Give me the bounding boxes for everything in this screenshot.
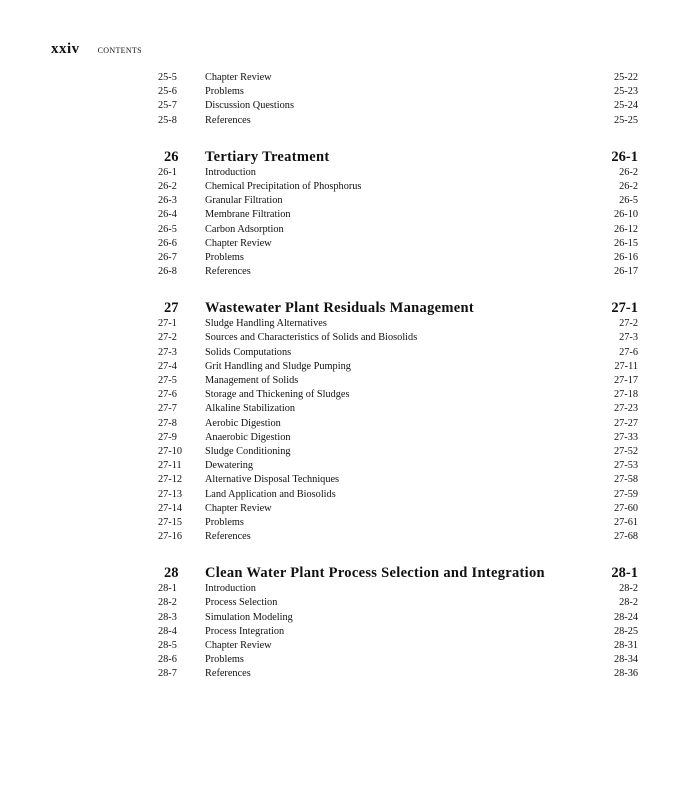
toc-section-row-page: 26-16 (613, 251, 638, 263)
toc-section-row-num: 27-6 (158, 389, 177, 401)
toc-section-row-page: 28-24 (613, 611, 638, 623)
toc-chapter-heading-page: 27-1 (611, 300, 638, 317)
toc-section-row-page: 27-27 (613, 417, 638, 429)
toc-section-row-title: Grit Handling and Sludge Pumping (205, 360, 351, 372)
toc-section-row-title: Membrane Filtration (205, 209, 291, 221)
toc-section-row-num: 27-15 (158, 516, 183, 528)
toc-section-row (0, 331, 689, 345)
toc-section-row-page: 28-31 (613, 640, 638, 651)
toc-section-row-title: Alkaline Stabilization (205, 403, 296, 415)
toc-section-row-title: Land Application and Biosolids (205, 488, 336, 500)
toc-section-row-page: 27-68 (613, 531, 638, 543)
toc-section-row (0, 625, 689, 639)
toc-section-row-num: 27-12 (158, 474, 183, 486)
toc-section-row-page: 27-60 (613, 502, 638, 514)
toc-section-row-title: Problems (205, 86, 244, 98)
toc-section-row (0, 402, 689, 416)
toc-section-row-page: 25-25 (613, 114, 638, 126)
toc-section-row (0, 653, 689, 667)
toc-section-row-num: 26-8 (158, 266, 177, 278)
toc-section-row-num: 28-3 (158, 611, 177, 623)
toc-section-row-num: 27-3 (158, 346, 177, 358)
toc-section-row (0, 488, 689, 502)
toc-section-row (0, 502, 689, 516)
toc-section-row (0, 459, 689, 473)
toc-chapter-heading-title: Clean Water Plant Process Selection and Integration (205, 565, 545, 582)
toc-section-row-num: 25-7 (158, 100, 177, 112)
toc-section-row (0, 223, 689, 237)
toc-section-row (0, 639, 689, 653)
toc-section-row-num: 27-5 (158, 375, 177, 386)
toc-section-row-num: 26-2 (158, 180, 177, 192)
toc-section-row-title: Granular Filtration (205, 195, 283, 207)
toc-section-row-page: 27-61 (613, 516, 638, 528)
toc-section-row-title: Dewatering (205, 460, 254, 472)
toc-section-row-title: Chapter Review (205, 640, 272, 651)
toc-section-row (0, 388, 689, 402)
toc-section-row (0, 317, 689, 331)
toc-section-row (0, 374, 689, 388)
toc-section-row (0, 530, 689, 544)
toc-section-row (0, 114, 689, 128)
toc-section-row (0, 360, 689, 374)
toc-section-row-title: Aerobic Digestion (205, 417, 281, 429)
toc-section-row-title: Carbon Adsorption (205, 223, 284, 235)
toc-section-row-title: Introduction (205, 166, 256, 178)
toc-section-row-title: Management of Solids (205, 375, 299, 386)
toc-section-row-num: 28-7 (158, 668, 177, 680)
toc-section-row-num: 27-9 (158, 431, 177, 443)
toc-section-row-page: 26-2 (619, 166, 638, 178)
toc-section-row-page: 26-17 (613, 266, 638, 278)
toc-chapter-heading (0, 148, 689, 166)
page-header (51, 40, 142, 58)
toc-chapter-heading-page: 26-1 (611, 148, 638, 165)
toc-section-row-page: 26-12 (613, 223, 638, 235)
toc-section-row (0, 596, 689, 610)
toc-chapter-heading-title: Wastewater Plant Residuals Management (205, 300, 474, 317)
toc-section-row (0, 582, 689, 596)
toc-section-row-title: Sludge Conditioning (205, 445, 291, 457)
toc-chapter-heading (0, 299, 689, 317)
toc-section-row-page: 26-10 (613, 209, 638, 221)
toc-section-row-title: Sources and Characteristics of Solids and Biosolids (205, 332, 418, 344)
toc-section-row-title: Discussion Questions (205, 100, 294, 112)
toc-section-row-page: 27-23 (613, 403, 638, 415)
toc-section-row-title: Sludge Handling Alternatives (205, 318, 327, 330)
toc-section-row (0, 194, 689, 208)
toc-section-row-num: 26-7 (158, 251, 177, 263)
page-number: xxiv (51, 41, 80, 57)
toc-section-row-num: 27-10 (158, 445, 183, 457)
toc-section-row (0, 166, 689, 180)
toc-section-row-page: 28-25 (613, 625, 638, 637)
toc-section-row-page: 27-53 (613, 460, 638, 472)
toc-section-row-page: 27-52 (613, 445, 638, 457)
toc-section-row-title: Alternative Disposal Techniques (205, 474, 340, 486)
toc-section-row-page: 28-2 (619, 583, 638, 595)
toc-section-row-title: Problems (205, 251, 244, 263)
toc-section-row-page: 27-33 (613, 431, 638, 443)
toc-section-row-page: 28-34 (613, 654, 638, 666)
toc-section-row-num: 28-5 (158, 640, 177, 651)
toc-section-row (0, 431, 689, 445)
toc-section-row-num: 28-4 (158, 625, 177, 637)
toc-section-row-page: 26-15 (613, 237, 638, 249)
toc-section-row-page: 26-5 (619, 195, 638, 207)
toc-chapter-heading-title: Tertiary Treatment (205, 148, 330, 165)
toc-section-row-page: 27-6 (619, 346, 638, 358)
toc-section-row-page: 27-3 (619, 332, 638, 344)
toc-section-row-num: 28-6 (158, 654, 177, 666)
toc-section-row-title: Chapter Review (205, 237, 272, 249)
toc-section-row-page: 25-23 (613, 86, 638, 98)
toc-section-row-title: Solids Computations (205, 346, 292, 358)
toc-section-row-num: 26-3 (158, 195, 177, 207)
toc-chapter-heading-num: 28 (164, 565, 179, 582)
toc-section-row-title: Process Selection (205, 597, 278, 609)
toc-section-row-page: 25-22 (613, 72, 638, 83)
toc-section-row-num: 27-2 (158, 332, 177, 344)
toc-section-row-title: Anaerobic Digestion (205, 431, 291, 443)
toc-section-row-num: 27-11 (158, 460, 182, 472)
toc-section-row-title: Introduction (205, 583, 256, 595)
toc-section-row (0, 611, 689, 625)
toc-section-row-num: 26-6 (158, 237, 177, 249)
table-of-contents (0, 71, 689, 682)
toc-section-row-title: References (205, 266, 251, 278)
toc-section-row-title: Chapter Review (205, 502, 272, 514)
toc-section-row (0, 251, 689, 265)
toc-chapter-heading (0, 564, 689, 582)
running-head: CONTENTS (97, 46, 142, 55)
toc-section-row (0, 71, 689, 85)
toc-section-row (0, 99, 689, 113)
toc-chapter-heading-num: 27 (164, 300, 179, 317)
toc-section-row-title: Storage and Thickening of Sludges (205, 389, 350, 401)
toc-section-row-page: 27-11 (614, 360, 638, 372)
toc-chapter-heading-num: 26 (164, 148, 179, 165)
toc-section-row (0, 417, 689, 431)
toc-section-row (0, 85, 689, 99)
toc-section-row-page: 27-59 (613, 488, 638, 500)
toc-section-row-title: Chapter Review (205, 72, 272, 83)
toc-section-row-title: References (205, 668, 251, 680)
toc-section-row-num: 26-1 (158, 166, 177, 178)
toc-section-row-page: 27-17 (613, 375, 638, 386)
toc-section-row (0, 346, 689, 360)
toc-section-row-num: 28-2 (158, 597, 177, 609)
toc-section-row (0, 180, 689, 194)
toc-section-row (0, 473, 689, 487)
toc-chapter-heading-page: 28-1 (611, 565, 638, 582)
toc-section-row-page: 25-24 (613, 100, 638, 112)
toc-section-row-num: 27-7 (158, 403, 177, 415)
toc-section-row-page: 28-2 (619, 597, 638, 609)
toc-section-row (0, 237, 689, 251)
toc-section-row-num: 25-5 (158, 72, 177, 83)
toc-section-row (0, 516, 689, 530)
toc-section-row (0, 208, 689, 222)
toc-section-row-title: Problems (205, 516, 244, 528)
toc-section-row-title: Problems (205, 654, 244, 666)
toc-section-row-num: 25-6 (158, 86, 177, 98)
toc-section-row-num: 27-8 (158, 417, 177, 429)
toc-section-row-num: 27-14 (158, 502, 183, 514)
toc-section-row-num: 28-1 (158, 583, 177, 595)
toc-section-row-title: Chemical Precipitation of Phosphorus (205, 180, 362, 192)
toc-section-row-title: Simulation Modeling (205, 611, 293, 623)
toc-section-row-num: 26-4 (158, 209, 177, 221)
toc-section-row-page: 27-58 (613, 474, 638, 486)
toc-section-row-page: 27-18 (613, 389, 638, 401)
toc-section-row (0, 667, 689, 681)
toc-section-row-num: 27-4 (158, 360, 177, 372)
toc-section-row-title: References (205, 114, 251, 126)
toc-section-row (0, 265, 689, 279)
toc-section-row-title: Process Integration (205, 625, 285, 637)
toc-section-row-title: References (205, 531, 251, 543)
toc-section-row-page: 26-2 (619, 180, 638, 192)
toc-section-row-page: 28-36 (613, 668, 638, 680)
toc-section-row-page: 27-2 (619, 318, 638, 330)
toc-section-row-num: 27-16 (158, 531, 183, 543)
toc-section-row-num: 27-1 (158, 318, 177, 330)
toc-section-row-num: 25-8 (158, 114, 177, 126)
toc-section-row (0, 445, 689, 459)
toc-section-row-num: 27-13 (158, 488, 183, 500)
toc-section-row-num: 26-5 (158, 223, 177, 235)
